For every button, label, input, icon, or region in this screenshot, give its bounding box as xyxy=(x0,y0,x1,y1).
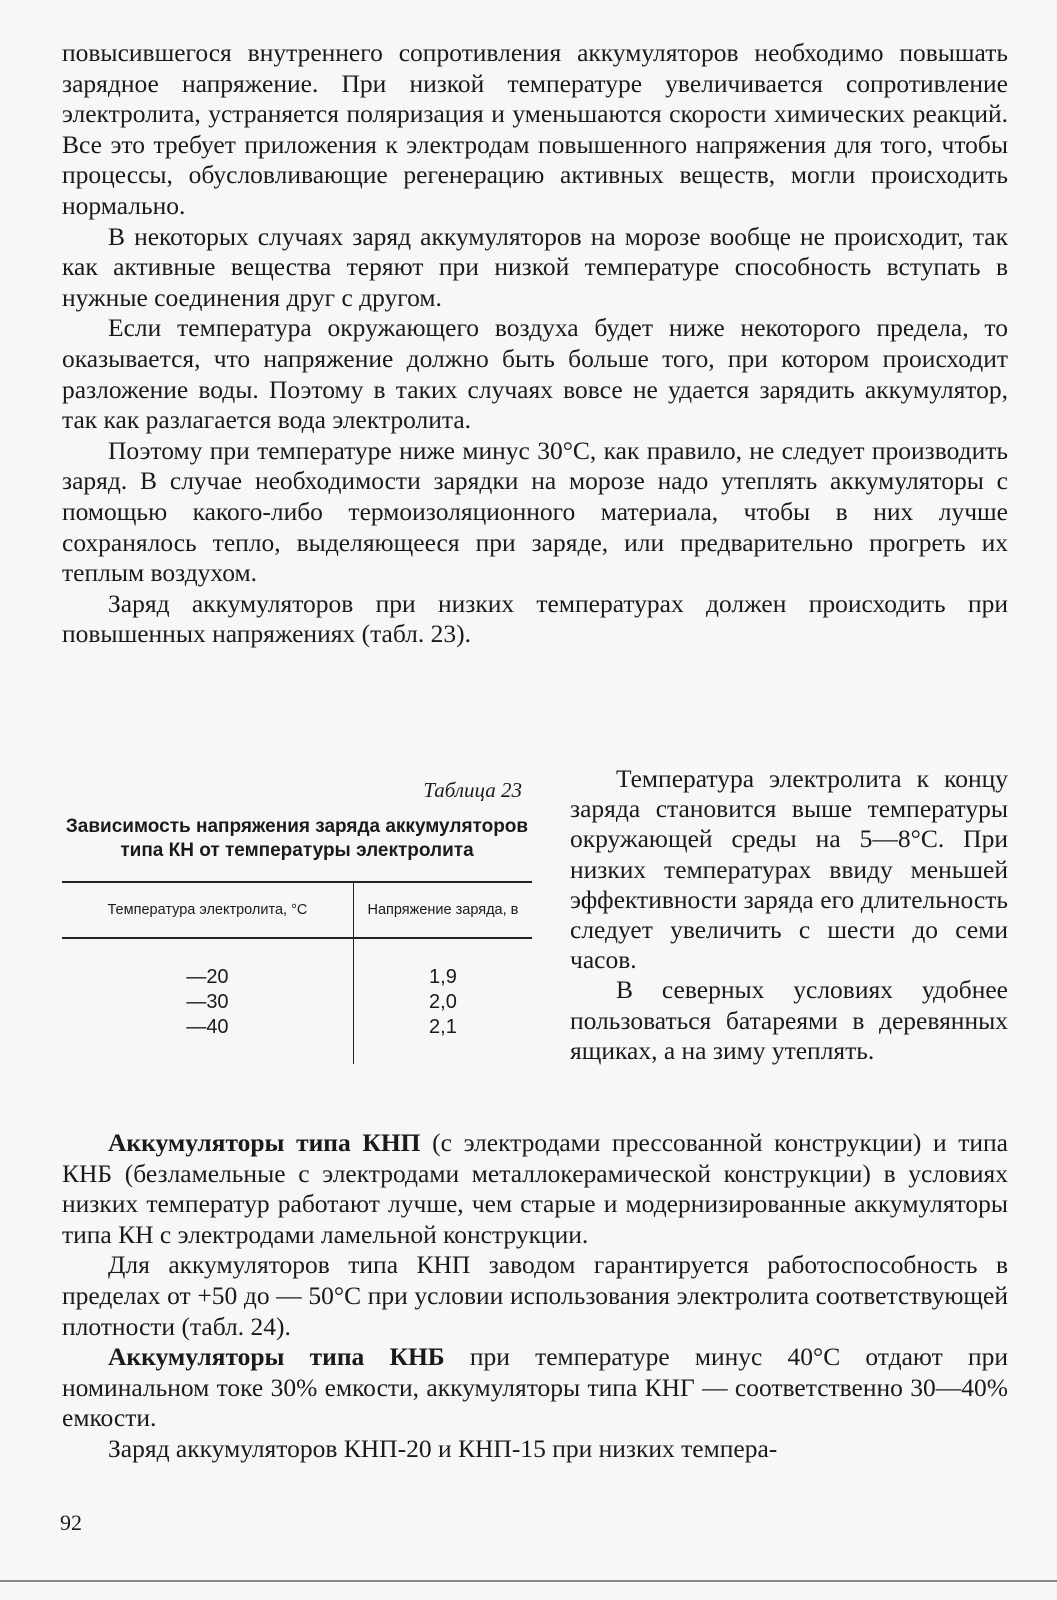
table-header-row xyxy=(62,882,532,938)
paragraph: Если температура окружающего воздуха будет ниже некоторого предела, то оказывается, что напряжение должно быть больше того, при котором происходит разложение воды. Поэтому в таких случаях вовсе не удается зарядить аккумулятор, так как разлагается вода электролита. xyxy=(62,313,1008,435)
table-caption: Таблица 23 xyxy=(423,778,522,802)
scan-edge-divider xyxy=(0,1580,1057,1582)
cell-temperature: —30 xyxy=(62,990,353,1015)
text-bottom xyxy=(62,1128,1008,1465)
paragraph: Аккумуляторы типа КНБ при температуре минус 40°С отдают при номинальном токе 30% емкости, аккумуляторы типа КНГ — соответственно 30—40% емкости. xyxy=(62,1342,1008,1433)
paragraph-continued: повысившегося внутреннего сопротивления аккумуляторов необходимо повышать зарядное напряжение. При низкой температуре увеличивается сопротивление электролита, устраняется поляризация и уменьшаются скорости химических реакций. Все это требует приложения к электродам повышенного напряжения для того, чтобы процессы, обусловливающие регенерацию активных веществ, могли происходить нормально. xyxy=(62,38,1008,220)
cell-temperature: —40 xyxy=(62,1015,353,1064)
paragraph: В северных условиях удобнее пользоваться батареями в деревянных ящиках, а на зиму утеплять. xyxy=(570,975,1008,1065)
page-number: 92 xyxy=(60,1510,82,1535)
cell-voltage: 2,0 xyxy=(429,991,457,1013)
paragraph: Для аккумуляторов типа КНП заводом гарантируется работоспособность в пределах от +50 до — 50°С при условии использования электролита соответствующей плотности (табл. 24). xyxy=(62,1250,1008,1341)
paragraph: Заряд аккумуляторов при низких температурах должен происходить при повышенных напряжениях (табл. 23). xyxy=(62,588,1008,649)
table-row xyxy=(62,1015,532,1064)
cell-temperature: —20 xyxy=(62,938,353,990)
table-row xyxy=(62,938,532,990)
table-title: Зависимость напряжения заряда аккумуляторов типа КН от температуры электролита xyxy=(65,816,529,861)
paragraph: Заряд аккумуляторов КНП-20 и КНП-15 при низких темпера- xyxy=(108,1433,778,1463)
paragraph: Аккумуляторы типа КНП (с электродами прессованной конструкции) и типа КНБ (безламельные с электродами металлокерамической конструкции) в условиях низких температур работают лучше, чем старые и модернизированные аккумуляторы типа КН с электродами ламельной конструкции. xyxy=(62,1128,1008,1249)
header-voltage: Напряжение заряда, в xyxy=(353,882,532,938)
cell-voltage: 2,1 xyxy=(429,1016,457,1038)
text-top xyxy=(62,38,1008,650)
bold-term: Аккумуляторы типа КНП xyxy=(108,1128,421,1157)
header-temperature: Температура электролита, °С xyxy=(62,882,353,938)
paragraph: В некоторых случаях заряд аккумуляторов на морозе вообще не происходит, так как активные вещества теряют при низкой температуре способность вступать в нужные соединения друг с другом. xyxy=(62,221,1008,312)
data-table xyxy=(62,881,532,1064)
cell-voltage: 1,9 xyxy=(429,966,457,988)
bold-term: Аккумуляторы типа КНБ xyxy=(108,1342,445,1372)
paragraph: Поэтому при температуре ниже минус 30°С, как правило, не следует производить заряд. В случае необходимости зарядки на морозе надо утеплять аккумуляторы с помощью какого-либо термоизоляционного материала, чтобы в них лучше сохранялось тепло, выделяющееся при заряде, или предварительно прогреть их теплым воздухом. xyxy=(62,435,1008,588)
table-row xyxy=(62,990,532,1015)
table-23 xyxy=(62,778,532,1064)
text-beside-table xyxy=(570,764,1008,1066)
paragraph: Температура электролита к концу заряда становится выше температуры окружающей среды на 5—8°С. При низких температурах ввиду меньшей эффективности заряда его длительность следует увеличить с шести до семи часов. xyxy=(570,764,1008,975)
